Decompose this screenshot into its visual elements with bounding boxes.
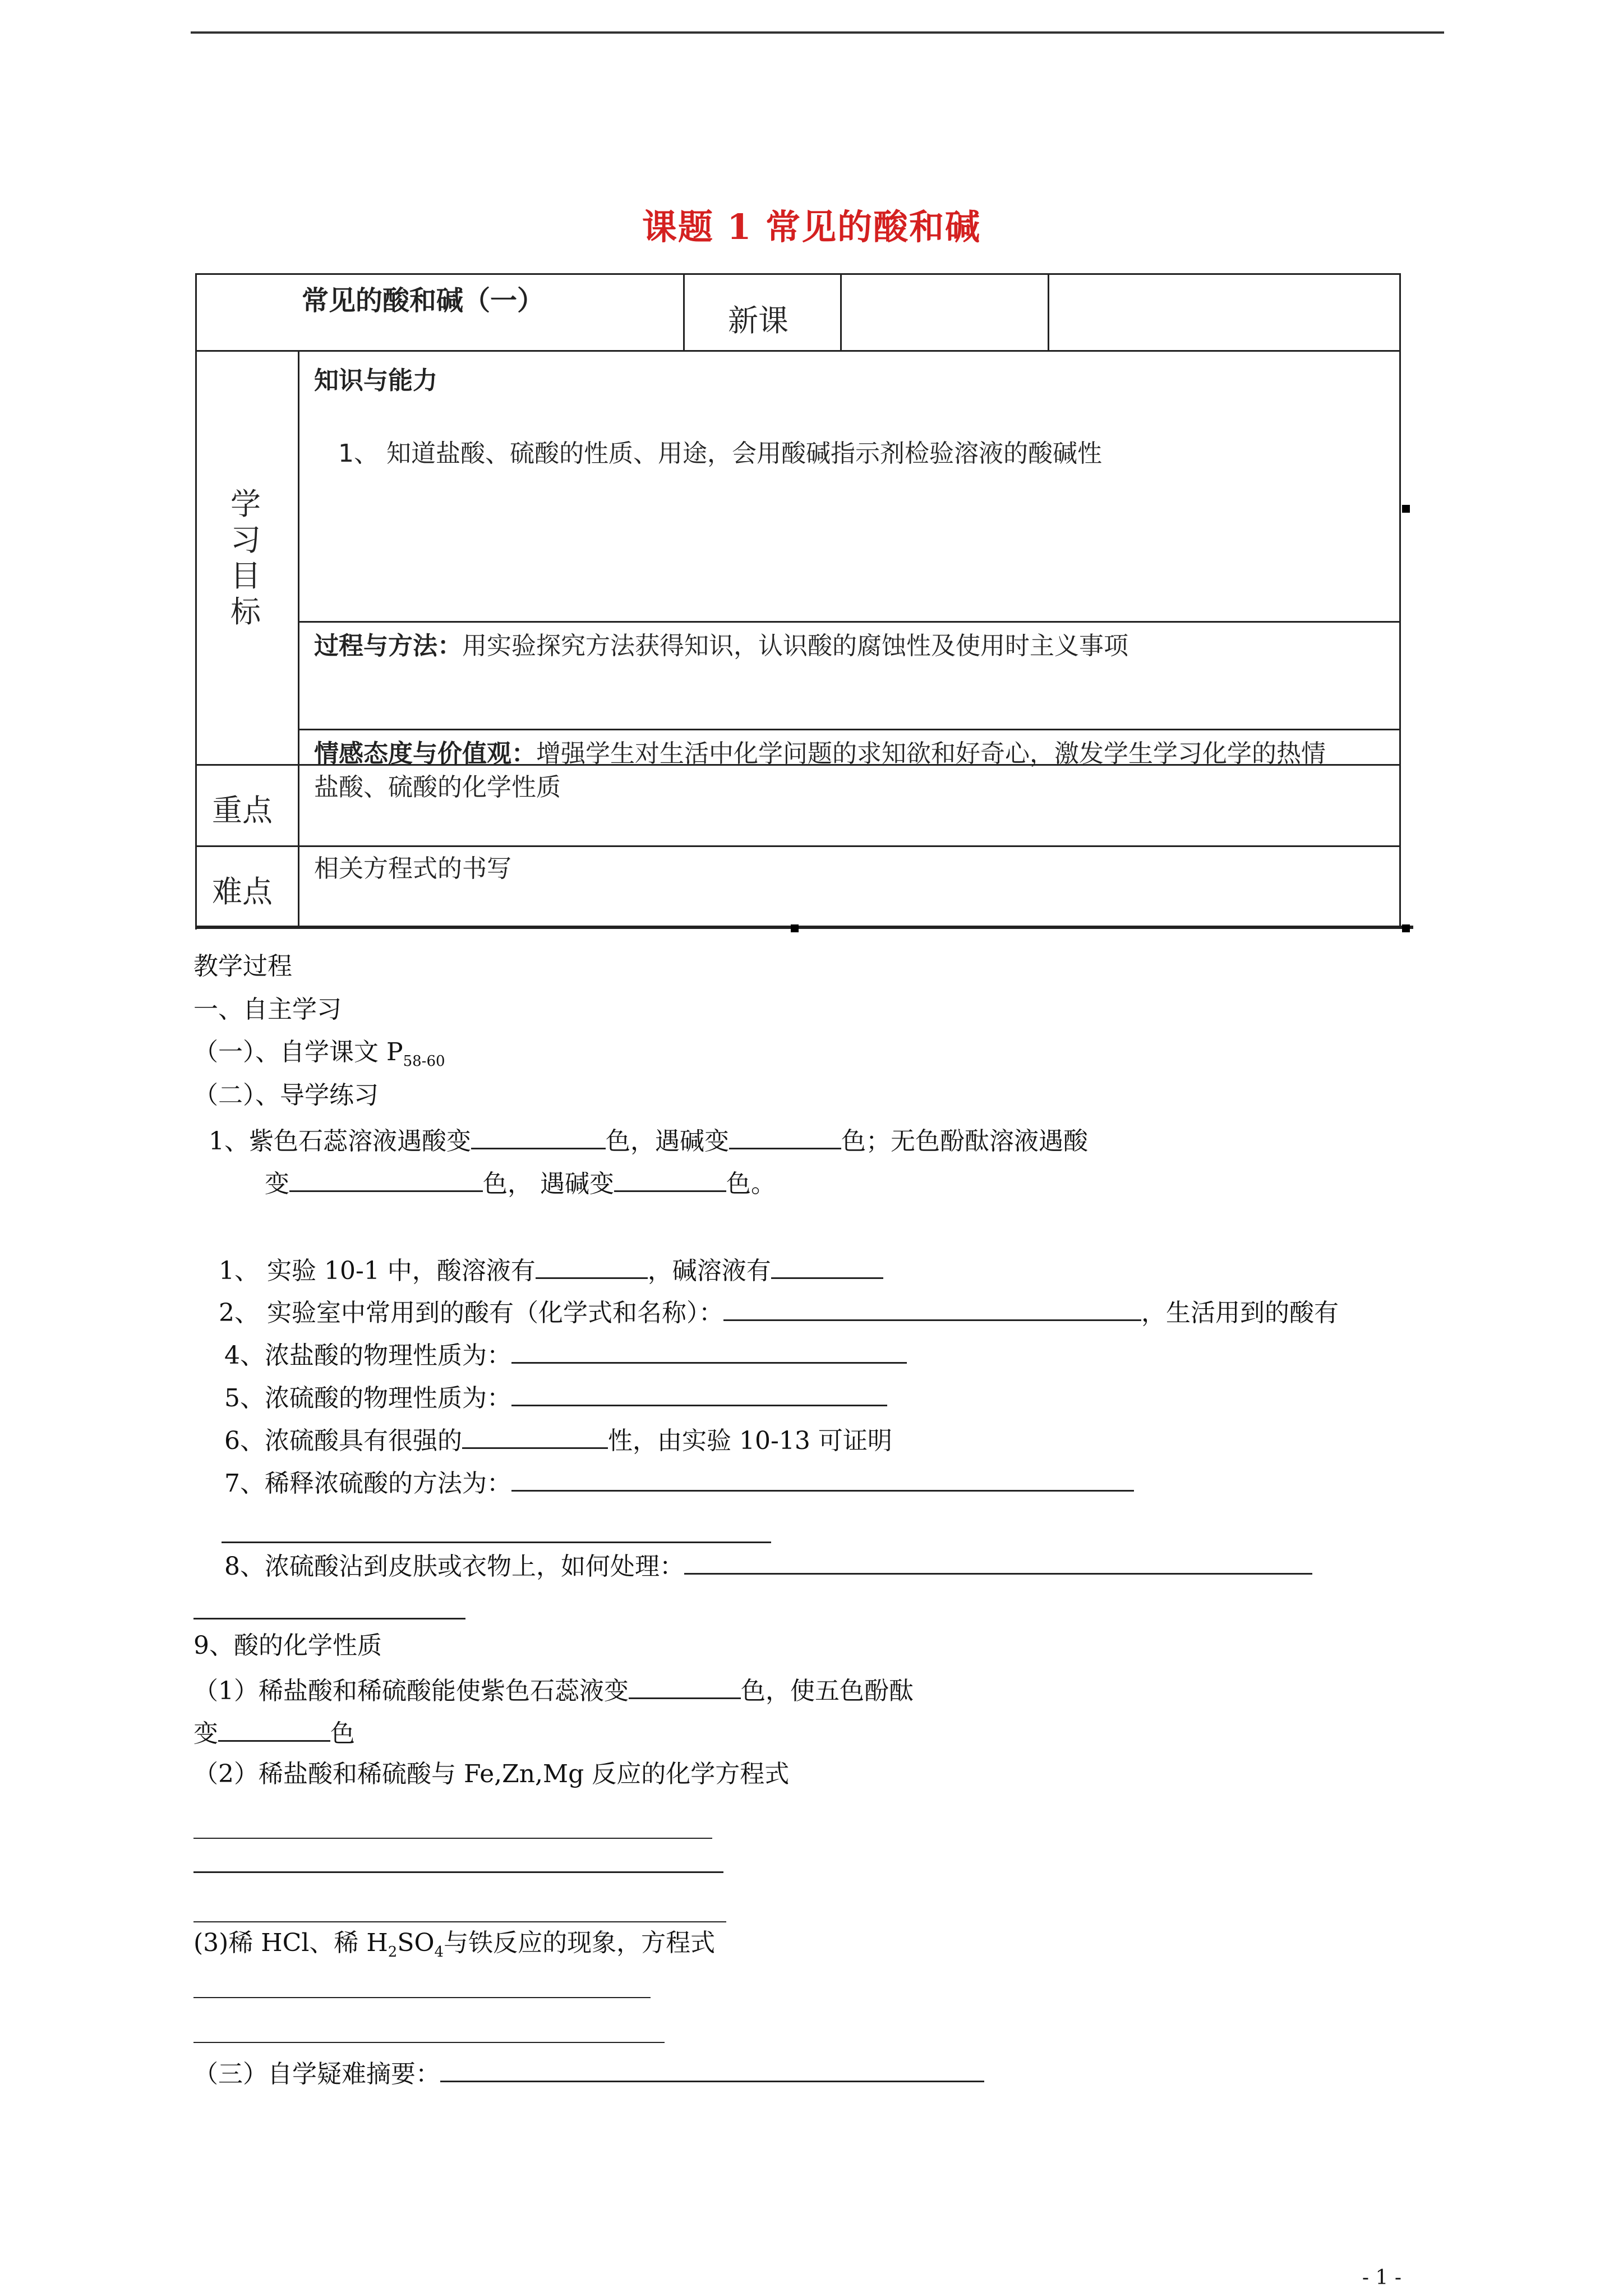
emotion-row: 情感态度与价值观：增强学生对生活中化学问题的求知欲和好奇心，激发学生学习化学的热情: [314, 739, 1326, 768]
difficulty-summary: （三）自学疑难摘要：: [193, 2056, 984, 2090]
question-9-2: （2）稀盐酸和稀硫酸与 Fe,Zn,Mg 反应的化学方程式: [193, 1760, 790, 1788]
process-row: 过程与方法：用实验探究方法获得知识，认识酸的腐蚀性及使用时主义事项: [314, 632, 1128, 660]
sub-section-2: （二）、导学练习: [193, 1081, 379, 1110]
question-8: 8、浓硫酸沾到皮肤或衣物上，如何处理：: [224, 1548, 1312, 1582]
resize-handle[interactable]: [1402, 924, 1410, 932]
answer-line: [193, 1838, 712, 1839]
question-6: 6、浓硫酸具有很强的 性，由实验 10-13 可证明: [224, 1423, 892, 1457]
resize-handle[interactable]: [791, 924, 799, 932]
answer-line: [193, 1871, 723, 1873]
lesson-name: 常见的酸和碱（一）: [302, 285, 545, 316]
question-3: 2、 实验室中常用到的酸有（化学式和名称）： ，生活用到的酸有: [219, 1295, 1339, 1329]
sub-section-1: （一）、自学课文 $P_{58-60}$: [193, 1038, 445, 1070]
section-self-study: 一、自主学习: [193, 995, 342, 1024]
question-1-cont: 变 色， 遇碱变 色。: [265, 1166, 776, 1200]
answer-line: [193, 1618, 465, 1619]
knowledge-heading: 知识与能力: [314, 366, 437, 395]
header-rule: [191, 31, 1444, 34]
lesson-table: [195, 273, 1401, 930]
lesson-type: 新课: [728, 303, 789, 338]
page-title: 课题 1 常见的酸和碱: [642, 206, 981, 247]
question-9-1-cont: 变 色: [193, 1715, 355, 1750]
question-9-3: (3)稀 HCl、稀 $H_2SO_4$与铁反应的现象，方程式: [193, 1929, 716, 1961]
question-2: 1、 实验 10-1 中，酸溶液有 ，碱溶液有: [219, 1253, 883, 1287]
knowledge-item: 1、 知道盐酸、硫酸的性质、用途，会用酸碱指示剂检验溶液的酸碱性: [338, 439, 1102, 468]
question-4: 4、浓盐酸的物理性质为：: [224, 1337, 907, 1372]
question-7: 7、稀释浓硫酸的方法为：: [224, 1465, 1134, 1499]
goals-label: 学 习 目 标: [230, 486, 261, 629]
question-5: 5、浓硫酸的物理性质为：: [224, 1380, 887, 1414]
difficult-label: 难点: [212, 874, 273, 909]
answer-line: [193, 1997, 651, 1998]
difficult-text: 相关方程式的书写: [314, 854, 511, 883]
section-teaching-process: 教学过程: [193, 952, 292, 981]
answer-line: [193, 1921, 726, 1922]
answer-line: [222, 1542, 771, 1543]
page-number: - 1 -: [1362, 2266, 1401, 2289]
question-9-1: （1）稀盐酸和稀硫酸能使紫色石蕊液变 色，使五色酚酞: [193, 1673, 914, 1707]
key-label: 重点: [212, 793, 273, 828]
question-1: 1、紫色石蕊溶液遇酸变 色，遇碱变 色；无色酚酞溶液遇酸: [209, 1123, 1088, 1157]
answer-line: [193, 2042, 665, 2043]
question-9: 9、酸的化学性质: [193, 1631, 382, 1660]
key-text: 盐酸、硫酸的化学性质: [314, 773, 561, 802]
resize-handle[interactable]: [1402, 505, 1410, 513]
